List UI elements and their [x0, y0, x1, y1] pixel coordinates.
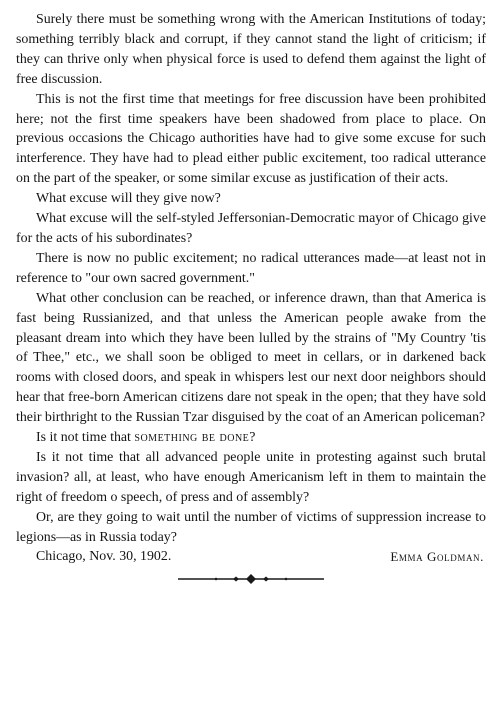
ornamental-rule: [176, 573, 326, 585]
paragraph-1: Surely there must be something wrong with the American Institutions of today; something terribly black and corrupt, if they cannot stand the light of criticism; if they can thrive only when physical force is used to defend them against the light of free discussion.: [16, 12, 486, 87]
paragraph-7: [16, 428, 486, 448]
paragraph-2: This is not the first time that meetings for free discussion have been prohibited here; not the first time speakers have been shadowed from place to place. On previous occasions the Chicago authorities have had to give some excuse for such interference. They have had to plead either public excitement, too radical utterance on the part of the speaker, or some similar excuse as justification of their acts.: [16, 91, 486, 187]
paragraph-7-before: Is it not time that: [36, 430, 135, 446]
paragraph-4: What excuse will the self-styled Jeffersonian-Democratic mayor of Chicago give for the acts of his subordinates?: [16, 211, 486, 246]
paragraph-8: Is it not time that all advanced people unite in protesting against such brutal invasion? all, at least, who have enough Americanism left in them to maintain the right of freedom o speech, of press and of assembly?: [16, 449, 486, 505]
signature: Emma Goldman.: [390, 549, 484, 565]
paragraph-6: What other conclusion can be reached, or inference drawn, than that America is fast being Russianized, and that unless the American people awake from the pleasant dream into which they have been lulled by the strains of "My Country 'tis of Thee," etc., we shall soon be obliged to meet in cellars, or in darkened back rooms with closed doors, and speak in whispers lest our next door neighbors should hear that free-born American citizens dare not speak in the open; that they have sold their birthright to the Russian Tzar disguised by the coat of an American policeman?: [16, 290, 486, 426]
paragraph-5: There is now no public excitement; no radical utterances made—at least not in reference to "our own sacred government.": [16, 250, 486, 286]
paragraph-3: What excuse will they give now?: [36, 191, 221, 207]
paragraph-7-smallcaps: something be done: [134, 430, 250, 446]
paragraph-7-after: ?: [249, 430, 256, 446]
article-text: [16, 10, 486, 585]
dateline: Chicago, Nov. 30, 1902.: [36, 549, 172, 565]
signature-line: [16, 547, 486, 567]
paragraph-9: Or, are they going to wait until the number of victims of suppression increase to legions—as in Russia today?: [16, 509, 486, 545]
